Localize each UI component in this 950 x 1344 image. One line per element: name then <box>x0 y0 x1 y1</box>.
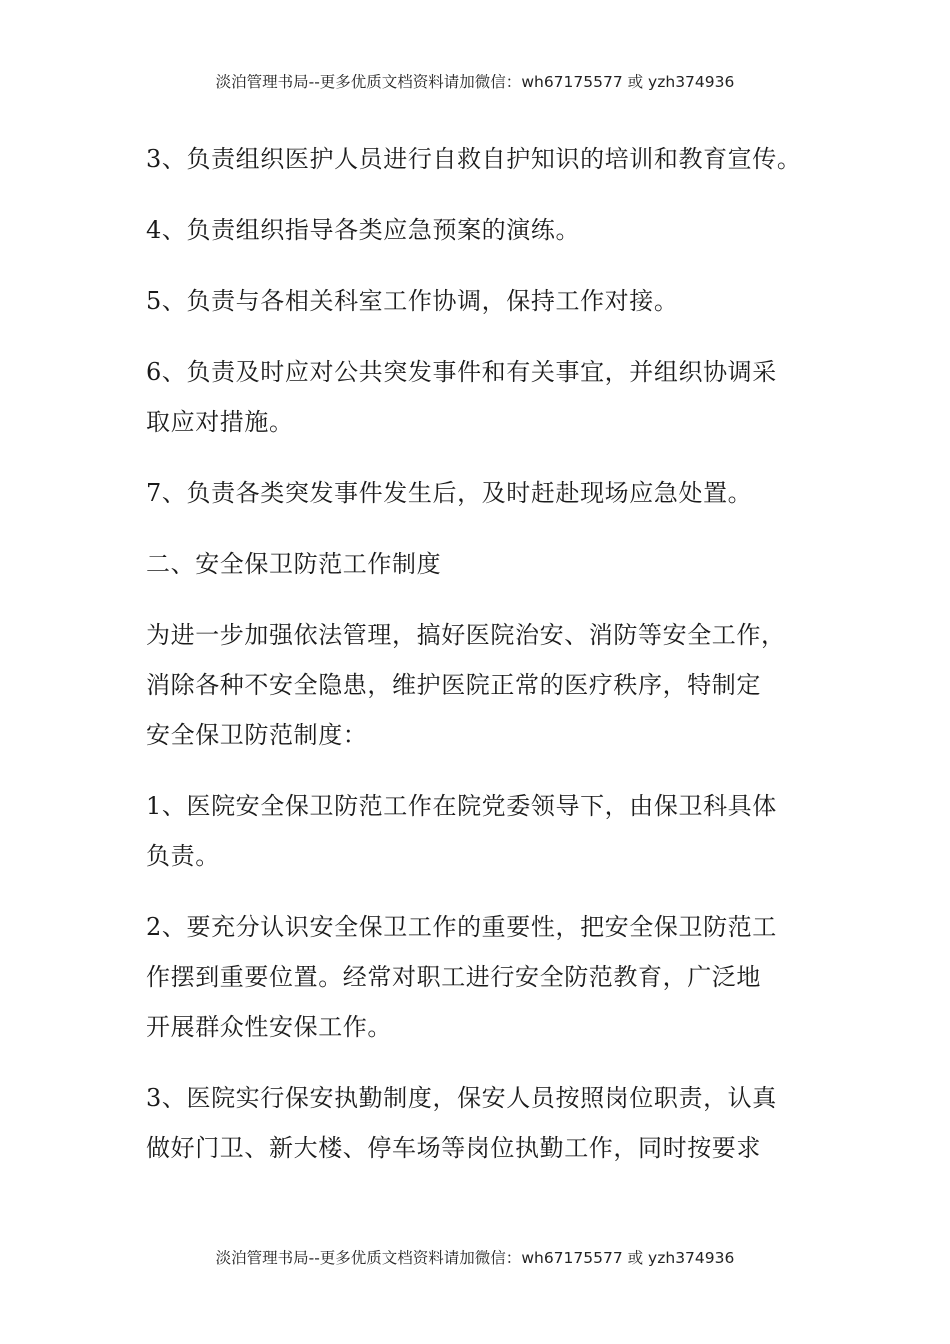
text-line: 二、安全保卫防范工作制度 <box>146 550 442 578</box>
text-line: 2、要充分认识安全保卫工作的重要性，把安全保卫防范工 <box>146 913 777 941</box>
text-line: 5、负责与各相关科室工作协调，保持工作对接。 <box>146 287 679 315</box>
paragraph-duty-3 <box>146 134 846 184</box>
paragraph-rule-3 <box>146 1073 846 1173</box>
page-header: 淡泊管理书局--更多优质文档资料请加微信：wh67175577 或 yzh374936 <box>215 73 735 91</box>
paragraph-rule-1 <box>146 781 846 881</box>
paragraph-rule-2 <box>146 902 846 1052</box>
text-line: 3、医院实行保安执勤制度，保安人员按照岗位职责，认真 <box>146 1084 777 1112</box>
text-line: 3、负责组织医护人员进行自救自护知识的培训和教育宣传。 <box>146 145 802 173</box>
paragraph-duty-5 <box>146 276 846 326</box>
text-line: 为进一步加强依法管理，搞好医院治安、消防等安全工作， <box>146 621 786 649</box>
text-line: 开展群众性安保工作。 <box>146 1013 392 1041</box>
text-line: 7、负责各类突发事件发生后，及时赶赴现场应急处置。 <box>146 479 753 507</box>
text-line: 取应对措施。 <box>146 408 294 436</box>
section-heading <box>146 539 846 589</box>
document-body <box>146 134 846 1194</box>
text-line: 6、负责及时应对公共突发事件和有关事宜，并组织协调采 <box>146 358 777 386</box>
text-line: 4、负责组织指导各类应急预案的演练。 <box>146 216 581 244</box>
text-line: 作摆到重要位置。经常对职工进行安全防范教育，广泛地 <box>146 963 761 991</box>
text-line: 安全保卫防范制度： <box>146 721 368 749</box>
text-line: 做好门卫、新大楼、停车场等岗位执勤工作，同时按要求 <box>146 1134 761 1162</box>
text-line: 消除各种不安全隐患，维护医院正常的医疗秩序，特制定 <box>146 671 761 699</box>
text-line: 1、医院安全保卫防范工作在院党委领导下，由保卫科具体 <box>146 792 777 820</box>
text-line: 负责。 <box>146 842 220 870</box>
paragraph-duty-4 <box>146 205 846 255</box>
paragraph-duty-6 <box>146 347 846 447</box>
paragraph-intro <box>146 610 846 760</box>
page-footer: 淡泊管理书局--更多优质文档资料请加微信：wh67175577 或 yzh374936 <box>215 1249 735 1267</box>
paragraph-duty-7 <box>146 468 846 518</box>
